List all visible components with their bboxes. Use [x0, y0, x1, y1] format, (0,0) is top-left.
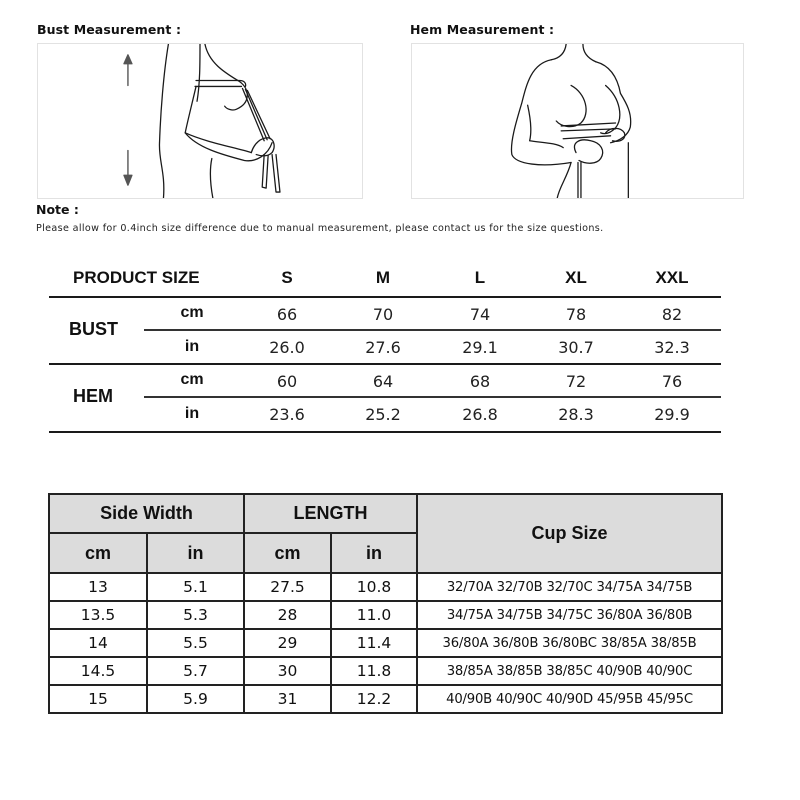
- bust-unit-cm: cm: [180, 304, 204, 321]
- bust-group-label: BUST: [69, 319, 118, 339]
- table-row: [49, 657, 722, 685]
- size-header-m: M: [375, 268, 391, 287]
- bust-in-l: 29.1: [462, 338, 498, 357]
- hem-measurement-illustration: [411, 43, 744, 199]
- size-header-s: S: [281, 268, 293, 287]
- length-in: 12.2: [331, 685, 417, 713]
- hem-cm-xl: 72: [565, 372, 587, 391]
- side-width-header: Side Width: [49, 494, 244, 533]
- side-width-in: 5.7: [147, 657, 244, 685]
- length-cm: 28: [244, 601, 331, 629]
- note-title: Note :: [36, 202, 79, 217]
- cup-sizes: 40/90B 40/90C 40/90D 45/95B 45/95C: [417, 685, 722, 713]
- product-size-header: PRODUCT SIZE: [73, 268, 200, 287]
- table-subrule: [144, 396, 721, 398]
- hem-in-m: 25.2: [365, 405, 401, 424]
- bust-cm-m: 70: [372, 305, 394, 324]
- cup-size-table: [48, 493, 723, 714]
- bust-measurement-illustration: [37, 43, 363, 199]
- hem-in-s: 23.6: [269, 405, 305, 424]
- arrow-down-icon: [124, 151, 132, 186]
- length-cm: 31: [244, 685, 331, 713]
- bust-cm-xxl: 82: [661, 305, 683, 324]
- bust-in-s: 26.0: [269, 338, 305, 357]
- side-width-cm: 14.5: [49, 657, 147, 685]
- side-width-in: 5.3: [147, 601, 244, 629]
- table-row: [49, 601, 722, 629]
- side-width-in: 5.9: [147, 685, 244, 713]
- side-width-cm: 15: [49, 685, 147, 713]
- table-row: [49, 685, 722, 713]
- side-width-cm: 13: [49, 573, 147, 601]
- length-in: 11.0: [331, 601, 417, 629]
- cup-sizes: 36/80A 36/80B 36/80BC 38/85A 38/85B: [417, 629, 722, 657]
- side-width-cm-header: cm: [49, 533, 147, 573]
- side-width-cm: 14: [49, 629, 147, 657]
- hem-measurement-label: Hem Measurement :: [410, 22, 555, 37]
- length-in-header: in: [331, 533, 417, 573]
- hem-in-xl: 28.3: [558, 405, 594, 424]
- bust-in-m: 27.6: [365, 338, 401, 357]
- table-row: [49, 629, 722, 657]
- cup-sizes: 32/70A 32/70B 32/70C 34/75A 34/75B: [417, 573, 722, 601]
- length-cm: 30: [244, 657, 331, 685]
- hem-in-xxl: 29.9: [654, 405, 690, 424]
- hem-cm-l: 68: [469, 372, 491, 391]
- cup-sizes: 38/85A 38/85B 38/85C 40/90B 40/90C: [417, 657, 722, 685]
- hem-cm-s: 60: [276, 372, 298, 391]
- cup-size-header: Cup Size: [417, 494, 722, 573]
- bust-cm-s: 66: [276, 305, 298, 324]
- table-rule: [49, 431, 721, 433]
- table-rule: [49, 296, 721, 298]
- size-header-xxl: XXL: [655, 268, 689, 287]
- size-header-xl: XL: [565, 268, 587, 287]
- bust-unit-in: in: [184, 338, 200, 355]
- side-width-in: 5.1: [147, 573, 244, 601]
- table-row: [49, 573, 722, 601]
- bust-in-xl: 30.7: [558, 338, 594, 357]
- bust-in-xxl: 32.3: [654, 338, 690, 357]
- arrow-up-icon: [124, 55, 132, 86]
- length-cm: 29: [244, 629, 331, 657]
- side-width-in-header: in: [147, 533, 244, 573]
- note-text: Please allow for 0.4inch size difference due to manual measurement, please contact us for the size questions.: [36, 223, 604, 234]
- side-width-in: 5.5: [147, 629, 244, 657]
- hem-cm-xxl: 76: [661, 372, 683, 391]
- bust-cm-l: 74: [469, 305, 491, 324]
- table-subrule: [144, 329, 721, 331]
- cup-sizes: 34/75A 34/75B 34/75C 36/80A 36/80B: [417, 601, 722, 629]
- length-cm-header: cm: [244, 533, 331, 573]
- bust-measurement-label: Bust Measurement :: [37, 22, 182, 37]
- length-in: 11.4: [331, 629, 417, 657]
- bust-cm-xl: 78: [565, 305, 587, 324]
- hem-in-l: 26.8: [462, 405, 498, 424]
- hem-cm-m: 64: [372, 372, 394, 391]
- size-header-l: L: [474, 268, 486, 287]
- length-header: LENGTH: [244, 494, 417, 533]
- table-rule: [49, 363, 721, 365]
- length-in: 11.8: [331, 657, 417, 685]
- hem-unit-in: in: [184, 405, 200, 422]
- length-cm: 27.5: [244, 573, 331, 601]
- hem-unit-cm: cm: [180, 371, 204, 388]
- hem-group-label: HEM: [73, 386, 113, 406]
- length-in: 10.8: [331, 573, 417, 601]
- side-width-cm: 13.5: [49, 601, 147, 629]
